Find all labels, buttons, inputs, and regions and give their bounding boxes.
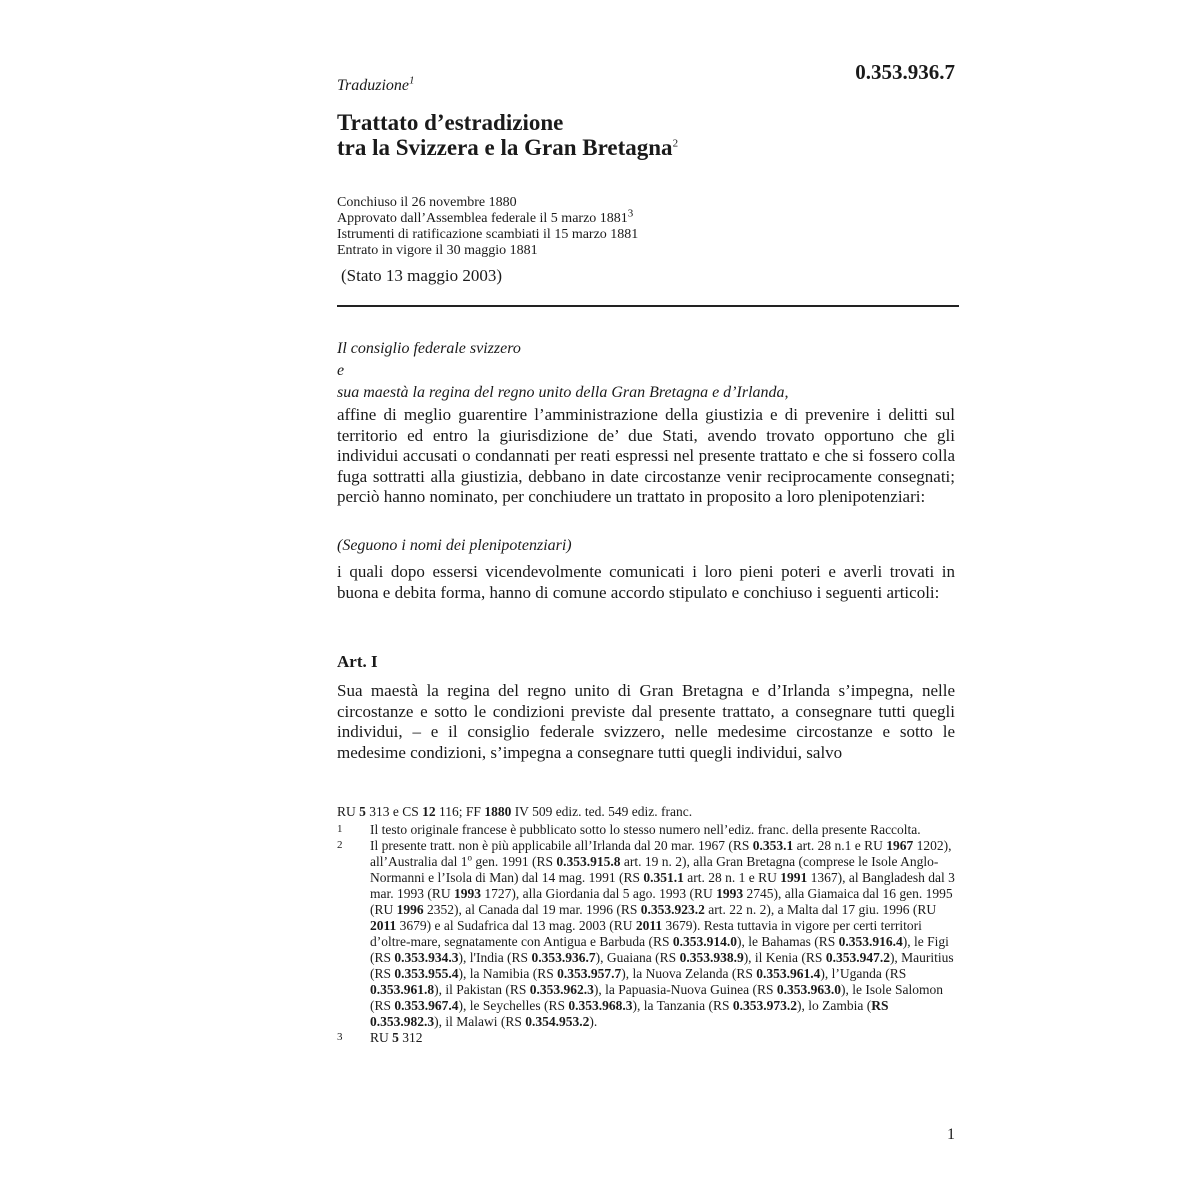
footnote-3-text: RU 5 312 (370, 1030, 423, 1045)
footnote-1-text: Il testo originale francese è pubblicato sotto lo stesso numero nell’ediz. franc. della presente Raccolta. (370, 822, 921, 837)
treaty-metadata (337, 195, 638, 259)
treaty-parties (337, 338, 789, 404)
footnote-ref-1[interactable]: 1 (409, 74, 415, 87)
title-line-2 (337, 135, 678, 160)
preamble-closing-paragraph: i quali dopo essersi vicendevolmente comunicati i loro pieni poteri e averli trovati in buona e debita forma, hanno di comune accordo stipulato e conchiuso i seguenti articoli: (337, 562, 955, 602)
footnotes (337, 804, 957, 1046)
meta-approved-text: Approvato dall’Assemblea federale il 5 marzo 1881 (337, 211, 628, 226)
preamble-paragraph: affine di meglio guarentire l’amministrazione della giustizia e di prevenire i delitti sul territorio ed entro la giurisdizione de’ due Stati, avendo trovato opportuno che gli individui accusati o condannati per reati espressi nel presente trattato e che si fossero colla fuga sottratti alla giustizia, debbano in date circostanze venir reciprocamente consegnati; perciò hanno nominato, per conchiudere un trattato in proposito a loro plenipotenziari: (337, 405, 955, 506)
footnote-1 (337, 822, 957, 838)
page-number: 1 (947, 1126, 955, 1143)
footnote-3-number: 3 (337, 1031, 343, 1043)
translation-text: Traduzione (337, 77, 410, 94)
party-conjunction: e (337, 362, 345, 379)
meta-ratification: Istrumenti di ratificazione scambiati il 15 marzo 1881 (337, 227, 639, 242)
footnote-2-text: Il presente tratt. non è più applicabile all’Irlanda dal 20 mar. 1967 (RS 0.353.1 art. 28 n.1 e RU 1967 1202), all’Australia dal 1$^o$ gen. 1991 (RS 0.353.915.8 art. 19 n. 2), alla Gran Bretagna (comprese le Isole Anglo-Normanni e l’Isola di Man) dal 14 mag. 1991 (RS 0.351.1 art. 28 n. 1 e RU 1991 1367), al Bangladesh dal 3 mar. 1993 (RU 1993 1727), alla Giordania dal 5 ago. 1993 (RU 1993 2745), alla Giamaica dal 16 gen. 1995 (RU 1996 2352), al Canada dal 19 mar. 1996 (RS 0.353.923.2 art. 22 n. 2), a Malta dal 17 giu. 1996 (RU 2011 3679) e al Sudafrica dal 13 mag. 2003 (RU 2011 3679). Resta tuttavia in vigore per certi territori d’oltre-mare, segnatamente con Antigua e Barbuda (RS 0.353.914.0), le Bahamas (RS 0.353.916.4), le Figi (RS 0.353.934.3), l'India (RS 0.353.936.7), Guaiana (RS 0.353.938.9), il Kenia (RS 0.353.947.2), Mauritius (RS 0.353.955.4), la Namibia (RS 0.353.957.7), la Nuova Zelanda (RS 0.353.961.4), l’Uganda (RS 0.353.961.8), il Pakistan (RS 0.353.962.3), la Papuasia-Nuova Guinea (RS 0.353.963.0), le Isole Salomon (RS 0.353.967.4), le Seychelles (RS 0.353.968.3), la Tanzania (RS 0.353.973.2), lo Zambia (RS 0.353.982.3), il Malawi (RS 0.354.953.2). (370, 838, 955, 1029)
meta-approved (337, 207, 638, 227)
meta-in-force: Entrato in vigore il 30 maggio 1881 (337, 243, 538, 258)
document-title (337, 110, 678, 160)
article-heading: Art. I (337, 652, 378, 671)
party-great-britain: sua maestà la regina del regno unito della Gran Bretagna e d’Irlanda, (337, 384, 789, 401)
document-number: 0.353.936.7 (855, 60, 955, 84)
plenipotentiaries-note: (Seguono i nomi dei plenipotenziari) (337, 537, 572, 554)
header-divider (337, 305, 959, 307)
footnote-source: RU 5 313 e CS 12 116; FF 1880 IV 509 ediz. ted. 549 ediz. franc. (337, 804, 693, 819)
footnote-1-number: 1 (337, 823, 343, 835)
footnote-2-number: 2 (337, 839, 343, 851)
meta-concluded: Conchiuso il 26 novembre 1880 (337, 195, 517, 210)
footnote-ref-2[interactable]: 2 (672, 137, 679, 150)
translation-label (337, 74, 415, 95)
title-line-2-text: tra la Svizzera e la Gran Bretagna (337, 135, 673, 160)
footnote-3 (337, 1030, 957, 1046)
party-switzerland: Il consiglio federale svizzero (337, 340, 521, 357)
article-text: Sua maestà la regina del regno unito di Gran Bretagna e d’Irlanda s’impegna, nelle circostanze e sotto le condizioni previste dal presente trattato, a consegnare tutti quegli individui, – e il consiglio federale svizzero, nelle medesime circostanze e sotto le medesime condizioni, s’impegna a consegnare tutti quegli individui, salvo (337, 681, 955, 762)
footnote-ref-3[interactable]: 3 (627, 207, 634, 220)
title-line-1: Trattato d’estradizione (337, 110, 564, 135)
status-date: (Stato 13 maggio 2003) (341, 266, 503, 285)
footnote-2 (337, 838, 957, 1030)
